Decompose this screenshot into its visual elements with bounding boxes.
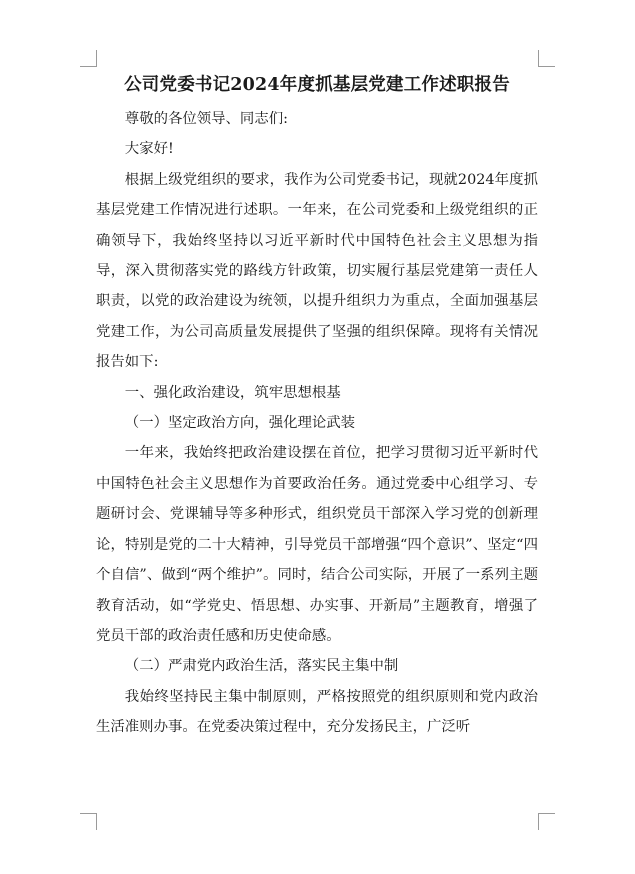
greeting: 大家好! [124,141,174,158]
crop-mark-bottom-right [538,813,555,830]
document-body [96,70,538,743]
subsection-heading-1: （一）坚定政治方向，强化理论武装 [124,415,356,432]
document-title: 公司党委书记2024年度抓基层党建工作述职报告 [124,75,510,95]
salutation: 尊敬的各位领导、同志们: [124,111,288,127]
intro-paragraph: 根据上级党组织的要求，我作为公司党委书记，现就2024年度抓基层党建工作情况进行述职。一年来，在公司党委和上级党组织的正确领导下，我始终坚持以习近平新时代中国特色社会主义思想为指导，深入贯彻落实党的路线方针政策，切实履行基层党建第一责任人职责，以党的政治建设为统领，以提升组织力为重点，全面加强基层党建工作，为公司高质量发展提供了坚强的组织保障。现将有关情况报告如下: [96,171,538,371]
subsection-heading-2: （二）严肃党内政治生活，落实民主集中制 [124,658,399,675]
section-heading-1: 一、强化政治建设，筑牢思想根基 [124,384,341,401]
body-paragraph-1: 一年来，我始终把政治建设摆在首位，把学习贯彻习近平新时代中国特色社会主义思想作为首要政治任务。通过党委中心组学习、专题研讨会、党课辅导等多种形式，组织党员干部深入学习党的创新理论，特别是党的二十大精神，引导党员干部增强“四个意识”、坚定“四个自信”、做到“两个维护”。同时，结合公司实际，开展了一系列主题教育活动，如“学党史、悟思想、办实事、开新局”主题教育，增强了党员干部的政治责任感和历史使命感。 [96,445,538,644]
body-paragraph-2: 我始终坚持民主集中制原则，严格按照党的组织原则和党内政治生活准则办事。在党委决策过程中，充分发扬民主，广泛听 [96,688,538,736]
crop-mark-bottom-left [80,813,97,830]
crop-mark-top-right [538,50,555,67]
crop-mark-top-left [80,50,97,67]
